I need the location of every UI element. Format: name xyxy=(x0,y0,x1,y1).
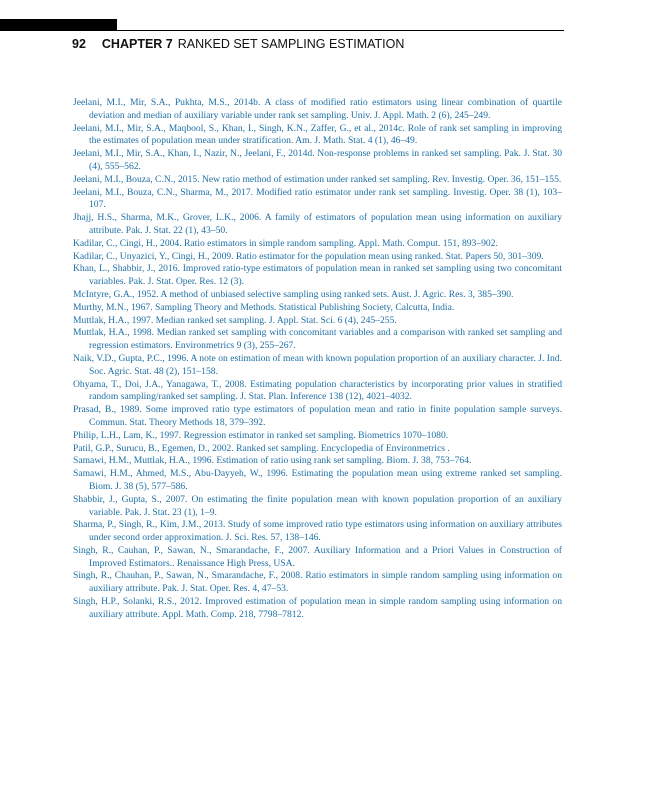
reference-item: Jeelani, M.I., Bouza, C.N., Sharma, M., 2017. Modified ratio estimator under rank set sampling. Investig. Oper. 38 (1), 103–107. xyxy=(73,186,562,211)
running-head xyxy=(72,37,404,51)
reference-item: Kadilar, C., Cingi, H., 2004. Ratio estimators in simple random sampling. Appl. Math. Comput. 151, 893–902. xyxy=(73,237,498,249)
reference-item: Khan, L., Shabbir, J., 2016. Improved ratio-type estimators of population mean in ranked set sampling using two concomitant variables. Pak. J. Stat. Oper. Res. 12 (3). xyxy=(73,263,562,288)
reference-item: Muttlak, H.A., 1997. Median ranked set sampling. J. Appl. Stat. Sci. 6 (4), 245–255. xyxy=(73,314,397,326)
header-black-tab xyxy=(0,19,117,31)
reference-item: Naik, V.D., Gupta, P.C., 1996. A note on estimation of mean with known population proportion of an auxiliary character. J. Ind. Soc. Agric. Stat. 48 (2), 151–158. xyxy=(73,352,562,377)
chapter-title: RANKED SET SAMPLING ESTIMATION xyxy=(177,37,405,51)
reference-item: McIntyre, G.A., 1952. A method of unbiased selective sampling using ranked sets. Aust. J. Agric. Res. 3, 385–390. xyxy=(73,288,514,300)
reference-item: Sharma, P., Singh, R., Kim, J.M., 2013. Study of some improved ratio type estimators using information on auxiliary attributes under second order approximation. J. Sci. Res. 57, 138–146. xyxy=(73,519,562,544)
header-rule xyxy=(117,30,564,31)
reference-item: Ohyama, T., Doi, J.A., Yanagawa, T., 2008. Estimating population characteristics by incorporating prior values in stratified random sampling/ranked set sampling. J. Stat. Plan. Inference 138 (12), 4021–4032. xyxy=(73,378,562,403)
reference-item: Jhajj, H.S., Sharma, M.K., Grover, L.K., 2006. A family of estimators of population mean using information on auxiliary attribute. Pak. J. Stat. 22 (1), 43–50. xyxy=(73,212,562,236)
reference-list xyxy=(73,97,562,622)
reference-item: Philip, L.H., Lam, K., 1997. Regression estimator in ranked set sampling. Biometrics 1070–1080. xyxy=(73,429,449,441)
reference-item: Jeelani, M.I., Bouza, C.N., 2015. New ratio method of estimation under ranked set sampling. Rev. Investig. Oper. 36, 151–155. xyxy=(73,173,562,185)
reference-item: Singh, R., Cauhan, P., Sawan, N., Smarandache, F., 2007. Auxiliary Information and a Priori Values in Construction of Improved Estimators.. Renaissance High Press, USA. xyxy=(73,544,562,569)
reference-item: Kadilar, C., Unyazici, Y., Cingi, H., 2009. Ratio estimator for the population mean using ranked. Stat. Papers 50, 301–309. xyxy=(73,250,544,262)
reference-item: Singh, H.P., Solanki, R.S., 2012. Improved estimation of population mean in simple random sampling using information on auxiliary attribute. Appl. Math. Comp. 218, 7798–7812. xyxy=(73,596,562,620)
reference-item: Samawi, H.M., Ahmed, M.S., Abu-Dayyeh, W., 1996. Estimating the population mean using extreme ranked set sampling. Biom. J. 38 (5), 577–586. xyxy=(73,468,562,492)
reference-item: Patil, G.P., Surucu, B., Egemen, D., 2002. Ranked set sampling. Encyclopedia of Environmetrics . xyxy=(73,442,450,454)
reference-item: Murthy, M.N., 1967. Sampling Theory and Methods. Statistical Publishing Society, Calcutta, India. xyxy=(73,301,455,313)
reference-item: Prasad, B., 1989. Some improved ratio type estimators of population mean and ratio in finite population sample surveys. Commun. Stat. Theory Methods 18, 379–392. xyxy=(73,404,562,428)
reference-item: Samawi, H.M., Muttlak, H.A., 1996. Estimation of ratio using rank set sampling. Biom. J. 38, 753–764. xyxy=(73,455,472,467)
reference-item: Jeelani, M.I., Mir, S.A., Maqbool, S., Khan, I., Singh, K.N., Zaffer, G., et al., 2014c. Role of rank set sampling in improving the estimates of population mean under stratification. Am. J. Math. Stat. 4 (1), 46–49. xyxy=(73,122,562,147)
reference-item: Singh, R., Chauhan, P., Sawan, N., Smarandache, F., 2008. Ratio estimators in simple random sampling using information on auxiliary attribute. Pak. J. Stat. Oper. Res. 4, 47–53. xyxy=(73,570,562,595)
reference-item: Muttlak, H.A., 1998. Median ranked set sampling with concomitant variables and a comparison with ranked set sampling and regression estimators. Environmetrics 9 (3), 255–267. xyxy=(73,327,562,352)
reference-item: Jeelani, M.I., Mir, S.A., Khan, I., Nazir, N., Jeelani, F., 2014d. Non-response problems in ranked set sampling. Pak. J. Stat. 30 (4), 555–562. xyxy=(73,148,562,172)
chapter-label: CHAPTER 7 xyxy=(101,37,173,51)
page-number: 92 xyxy=(72,37,86,51)
reference-item: Jeelani, M.I., Mir, S.A., Pukhta, M.S., 2014b. A class of modified ratio estimators using linear combination of quartile deviation and median of auxiliary variable under rank set sampling. Univ. J. Appl. Math. 2 (6), 245–249. xyxy=(73,97,562,121)
reference-item: Shabbir, J., Gupta, S., 2007. On estimating the finite population mean with known population proportion of an auxiliary variable. Pak. J. Stat. 23 (1), 1–9. xyxy=(73,493,562,518)
